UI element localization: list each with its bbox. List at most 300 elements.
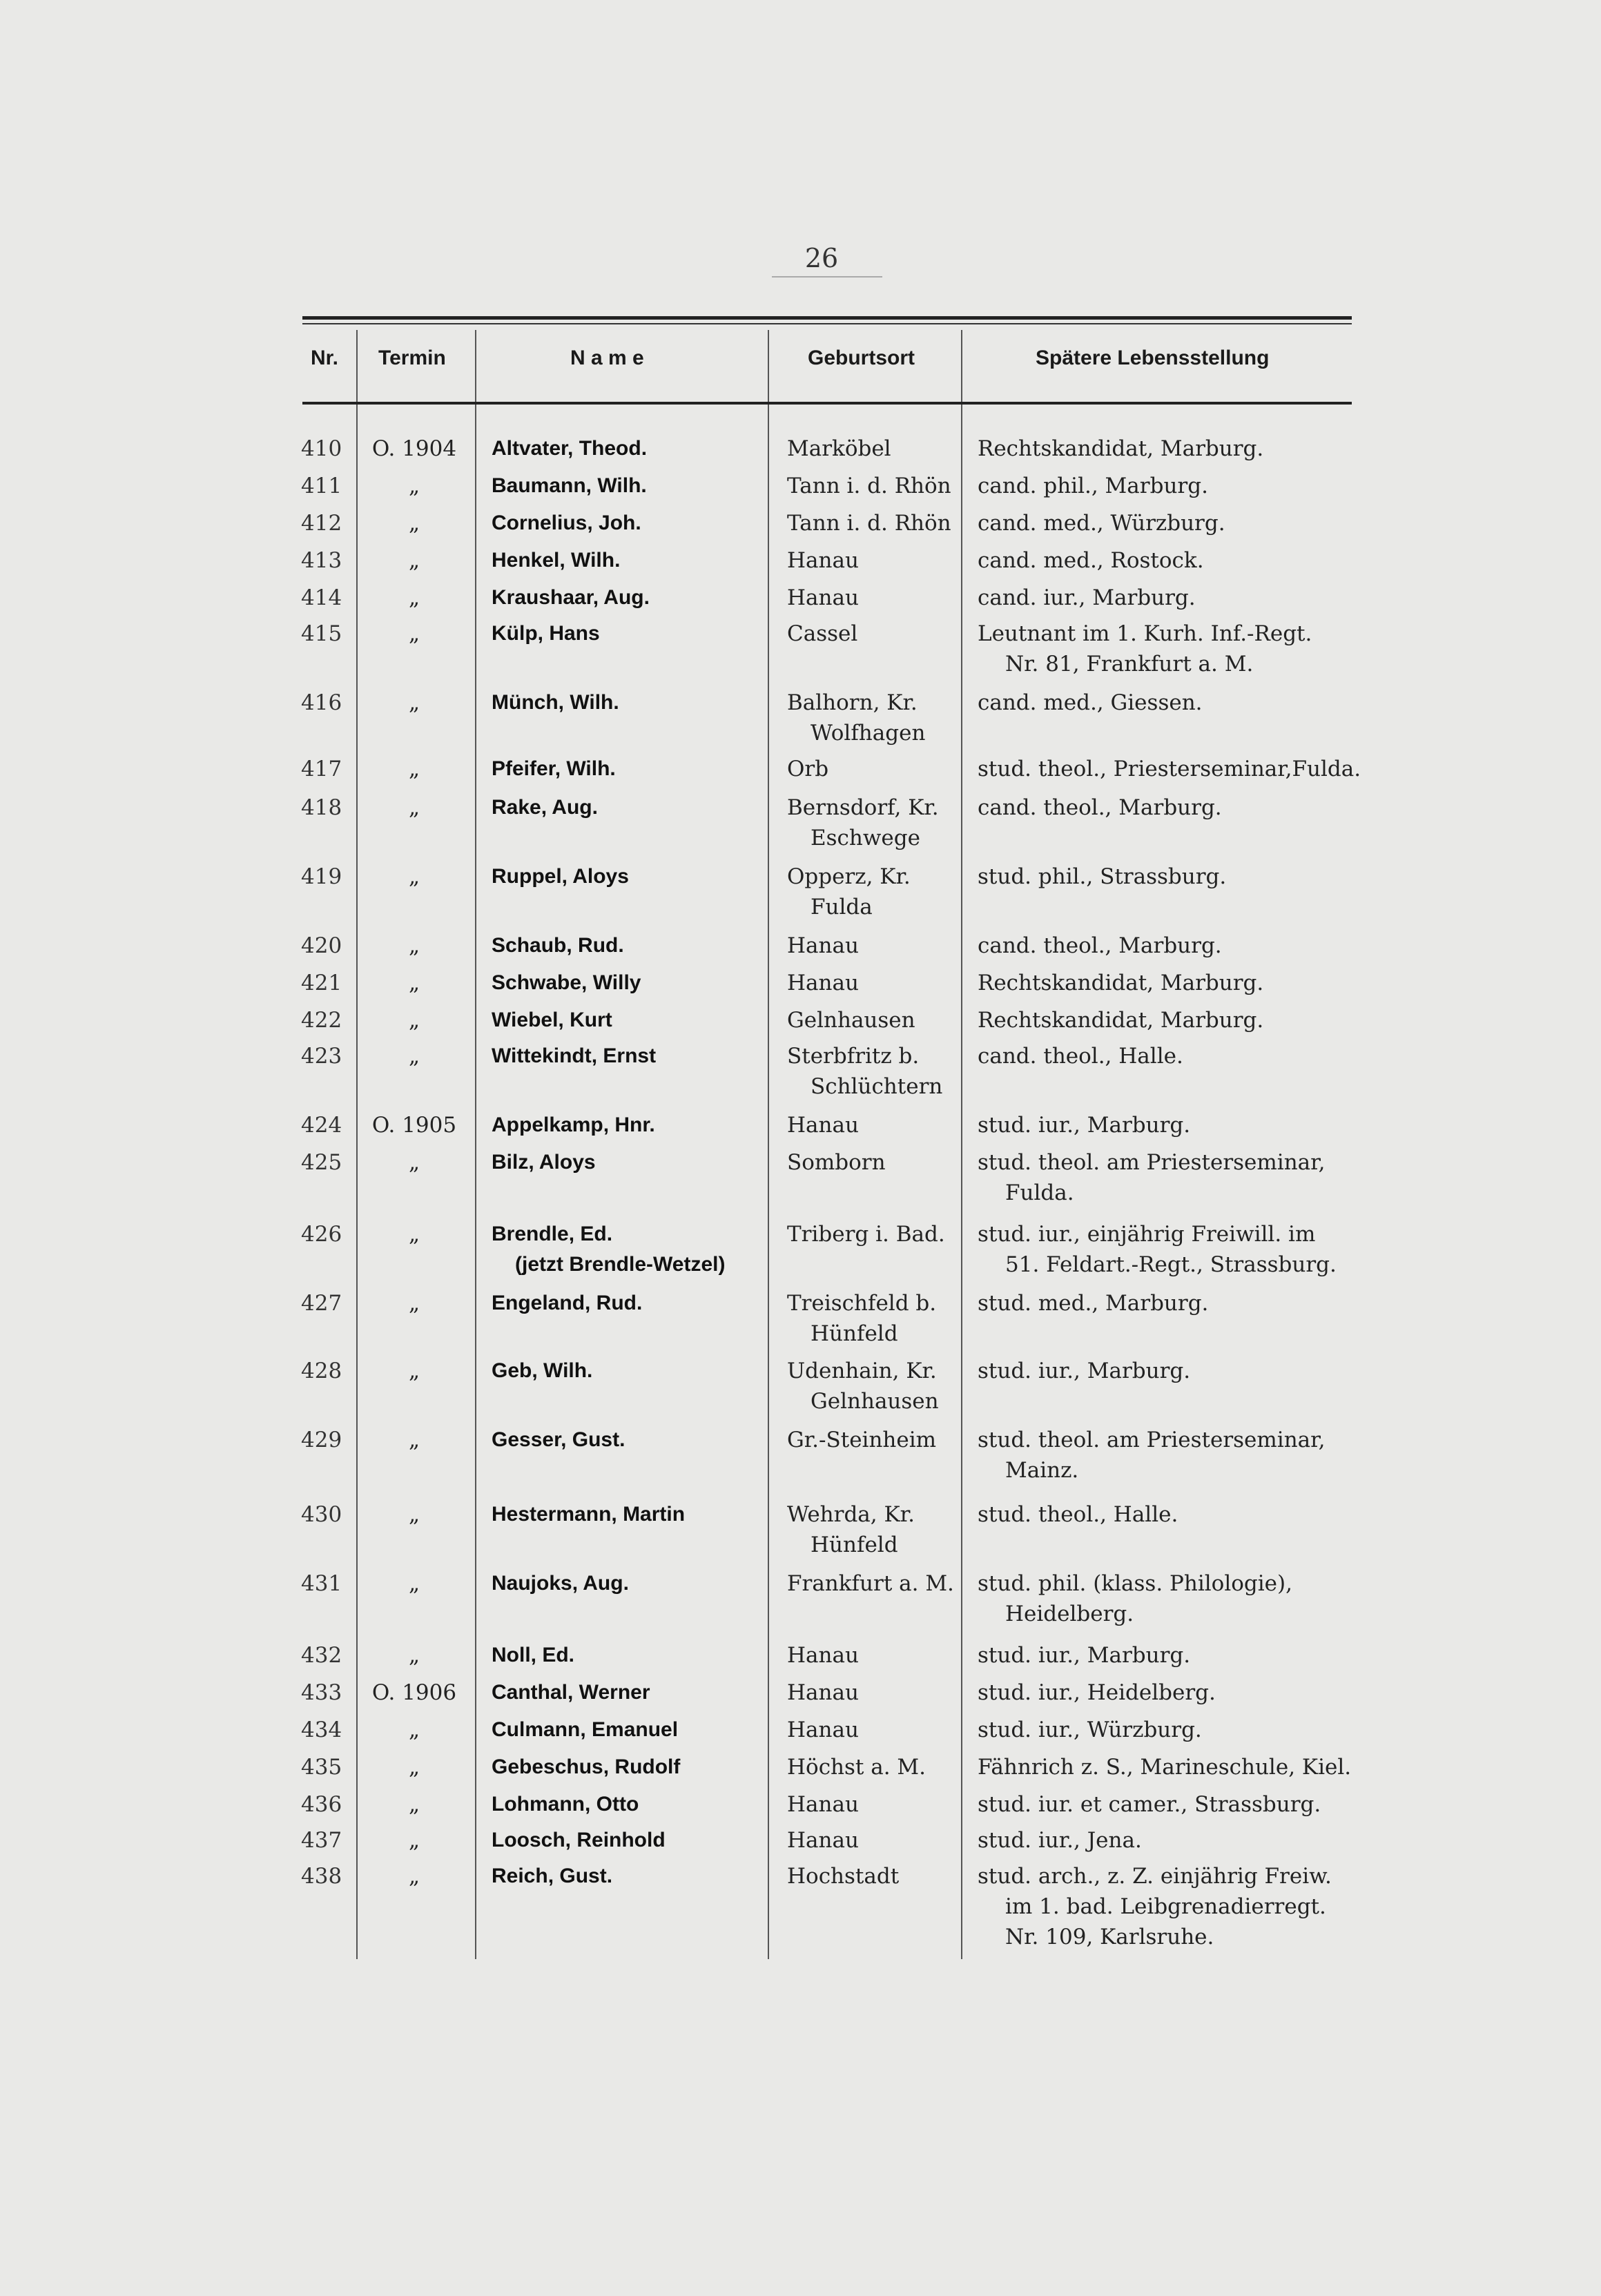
cell-geburtsort-line: Udenhain, Kr. bbox=[787, 1359, 937, 1383]
cell-termin-line: „ bbox=[408, 511, 420, 536]
cell-name-line: Brendle, Ed. bbox=[492, 1223, 613, 1245]
cell-nr-line: 417 bbox=[301, 757, 342, 781]
cell-nr bbox=[301, 1041, 341, 1071]
cell-termin bbox=[359, 1425, 469, 1455]
cell-termin bbox=[359, 619, 469, 649]
cell-termin-line: „ bbox=[408, 690, 420, 715]
cell-geburtsort-line: Hanau bbox=[787, 1680, 859, 1705]
header-nr: Nr. bbox=[311, 347, 339, 369]
cell-nr bbox=[301, 471, 341, 501]
cell-lebensstellung-line: stud. iur., Marburg. bbox=[978, 1643, 1191, 1668]
cell-lebensstellung-line: Mainz. bbox=[1005, 1458, 1079, 1483]
cell-name bbox=[492, 1825, 666, 1856]
cell-name-line: Lohmann, Otto bbox=[492, 1793, 639, 1816]
cell-nr-line: 431 bbox=[301, 1571, 342, 1596]
cell-lebensstellung-line: cand. theol., Marburg. bbox=[978, 795, 1222, 820]
cell-geburtsort bbox=[787, 1825, 953, 1856]
cell-geburtsort-line: Hanau bbox=[787, 1113, 859, 1138]
cell-lebensstellung bbox=[978, 688, 1354, 718]
cell-name bbox=[492, 862, 629, 892]
cell-lebensstellung-line: stud. theol., Priesterseminar,Fulda. bbox=[978, 757, 1361, 781]
cell-lebensstellung bbox=[978, 1041, 1354, 1071]
cell-lebensstellung-line: stud. theol., Halle. bbox=[978, 1502, 1178, 1527]
cell-name bbox=[492, 1356, 592, 1386]
header-name: N a m e bbox=[570, 347, 644, 369]
cell-lebensstellung bbox=[978, 545, 1354, 576]
cell-name-line: Gebeschus, Rudolf bbox=[492, 1755, 681, 1778]
cell-geburtsort bbox=[787, 1110, 953, 1140]
table-row bbox=[0, 1677, 1601, 1712]
cell-nr bbox=[301, 1147, 341, 1178]
cell-termin-line: „ bbox=[408, 1428, 420, 1452]
cell-lebensstellung-line: Rechtskandidat, Marburg. bbox=[978, 971, 1264, 995]
table-row bbox=[0, 1499, 1601, 1557]
cell-nr bbox=[301, 1677, 341, 1708]
header-termin: Termin bbox=[378, 347, 446, 369]
cell-lebensstellung-line: stud. phil., Strassburg. bbox=[978, 864, 1227, 889]
cell-geburtsort-line: Marköbel bbox=[787, 436, 891, 461]
cell-name-line: Henkel, Wilh. bbox=[492, 549, 621, 572]
cell-lebensstellung bbox=[978, 1356, 1354, 1386]
cell-name bbox=[492, 619, 600, 649]
cell-name-line: Geb, Wilh. bbox=[492, 1359, 593, 1382]
cell-lebensstellung-line: cand. med., Giessen. bbox=[978, 690, 1203, 715]
cell-termin-line: „ bbox=[408, 795, 420, 820]
cell-geburtsort bbox=[787, 1041, 953, 1102]
table-row bbox=[0, 619, 1601, 677]
cell-name bbox=[492, 545, 620, 576]
cell-geburtsort bbox=[787, 508, 953, 538]
cell-nr bbox=[301, 583, 341, 613]
cell-nr bbox=[301, 1288, 341, 1319]
cell-geburtsort-line: Opperz, Kr. bbox=[787, 864, 911, 889]
cell-geburtsort bbox=[787, 792, 953, 853]
cell-lebensstellung-line: Leutnant im 1. Kurh. Inf.-Regt. bbox=[978, 621, 1312, 646]
cell-lebensstellung-line: stud. iur., Marburg. bbox=[978, 1113, 1191, 1138]
cell-geburtsort bbox=[787, 931, 953, 961]
cell-name bbox=[492, 508, 641, 538]
cell-lebensstellung-line: stud. iur. et camer., Strassburg. bbox=[978, 1792, 1321, 1817]
cell-name-line: Cornelius, Joh. bbox=[492, 512, 641, 534]
cell-name bbox=[492, 931, 624, 961]
cell-name bbox=[492, 1499, 685, 1530]
cell-nr bbox=[301, 792, 341, 823]
table-row bbox=[0, 1568, 1601, 1626]
cell-nr bbox=[301, 968, 341, 998]
cell-lebensstellung bbox=[978, 1219, 1354, 1280]
cell-geburtsort-line: Sterbfritz b. bbox=[787, 1044, 920, 1069]
cell-nr bbox=[301, 434, 341, 464]
cell-nr bbox=[301, 1219, 341, 1249]
cell-nr-line: 437 bbox=[301, 1828, 342, 1853]
cell-name-line: Baumann, Wilh. bbox=[492, 474, 647, 497]
cell-geburtsort bbox=[787, 1861, 953, 1891]
cell-name-line: (jetzt Brendle-Wetzel) bbox=[515, 1253, 726, 1276]
cell-termin bbox=[359, 508, 469, 538]
cell-geburtsort bbox=[787, 545, 953, 576]
cell-lebensstellung bbox=[978, 1752, 1354, 1782]
cell-nr-line: 427 bbox=[301, 1291, 342, 1316]
cell-nr-line: 425 bbox=[301, 1150, 342, 1175]
cell-nr-line: 412 bbox=[301, 511, 342, 536]
cell-name bbox=[492, 1425, 625, 1455]
cell-geburtsort-line: Wehrda, Kr. bbox=[787, 1502, 915, 1527]
cell-geburtsort-line: Hanau bbox=[787, 1792, 859, 1817]
cell-geburtsort bbox=[787, 1499, 953, 1560]
cell-lebensstellung-line: cand. phil., Marburg. bbox=[978, 474, 1208, 498]
cell-geburtsort-line: Tann i. d. Rhön bbox=[787, 474, 951, 498]
cell-geburtsort-line: Hünfeld bbox=[811, 1321, 898, 1346]
cell-nr bbox=[301, 1752, 341, 1782]
cell-geburtsort bbox=[787, 968, 953, 998]
cell-geburtsort bbox=[787, 862, 953, 922]
cell-termin bbox=[359, 545, 469, 576]
cell-name bbox=[492, 1715, 678, 1745]
cell-lebensstellung bbox=[978, 1005, 1354, 1035]
table-row bbox=[0, 754, 1601, 788]
cell-geburtsort bbox=[787, 619, 953, 649]
cell-lebensstellung-line: Heidelberg. bbox=[1005, 1602, 1134, 1626]
cell-geburtsort-line: Orb bbox=[787, 757, 829, 781]
cell-nr bbox=[301, 1640, 341, 1671]
cell-name bbox=[492, 968, 641, 998]
cell-nr bbox=[301, 508, 341, 538]
cell-nr-line: 418 bbox=[301, 795, 342, 820]
table-top-rule-thin bbox=[302, 323, 1352, 324]
cell-geburtsort bbox=[787, 1789, 953, 1820]
cell-nr bbox=[301, 754, 341, 784]
cell-geburtsort bbox=[787, 1356, 953, 1417]
cell-name bbox=[492, 754, 616, 784]
cell-termin bbox=[359, 1640, 469, 1671]
cell-geburtsort bbox=[787, 1640, 953, 1671]
cell-geburtsort bbox=[787, 1005, 953, 1035]
cell-lebensstellung-line: stud. iur., Heidelberg. bbox=[978, 1680, 1216, 1705]
cell-name-line: Ruppel, Aloys bbox=[492, 865, 629, 888]
cell-nr-line: 430 bbox=[301, 1502, 342, 1527]
cell-termin bbox=[359, 968, 469, 998]
cell-lebensstellung-line: stud. med., Marburg. bbox=[978, 1291, 1209, 1316]
cell-name bbox=[492, 1568, 629, 1599]
cell-termin bbox=[359, 471, 469, 501]
cell-name-line: Kraushaar, Aug. bbox=[492, 586, 650, 609]
cell-name bbox=[492, 1861, 612, 1891]
cell-name bbox=[492, 1219, 725, 1280]
cell-termin bbox=[359, 1568, 469, 1599]
cell-lebensstellung-line: stud. phil. (klass. Philologie), bbox=[978, 1571, 1292, 1596]
cell-termin-line: „ bbox=[408, 933, 420, 958]
cell-lebensstellung bbox=[978, 862, 1354, 892]
cell-nr-line: 410 bbox=[301, 436, 342, 461]
cell-lebensstellung bbox=[978, 1288, 1354, 1319]
cell-lebensstellung-line: Fähnrich z. S., Marineschule, Kiel. bbox=[978, 1755, 1352, 1780]
cell-lebensstellung-line: stud. arch., z. Z. einjährig Freiw. bbox=[978, 1864, 1332, 1889]
cell-lebensstellung-line: im 1. bad. Leibgrenadierregt. bbox=[1005, 1894, 1326, 1919]
table-row bbox=[0, 1041, 1601, 1099]
cell-termin-line: „ bbox=[408, 1222, 420, 1247]
cell-name-line: Hestermann, Martin bbox=[492, 1503, 686, 1526]
cell-geburtsort-line: Eschwege bbox=[811, 826, 920, 850]
table-row bbox=[0, 1425, 1601, 1483]
cell-termin-line: „ bbox=[408, 1792, 420, 1817]
cell-termin bbox=[359, 1288, 469, 1319]
cell-name-line: Bilz, Aloys bbox=[492, 1151, 596, 1174]
cell-termin-line: „ bbox=[408, 864, 420, 889]
cell-nr bbox=[301, 862, 341, 892]
cell-name-line: Pfeifer, Wilh. bbox=[492, 757, 616, 780]
cell-termin bbox=[359, 1861, 469, 1891]
cell-name bbox=[492, 583, 650, 613]
cell-termin bbox=[359, 1110, 469, 1140]
cell-termin bbox=[359, 1356, 469, 1386]
cell-nr-line: 434 bbox=[301, 1718, 342, 1742]
table-row bbox=[0, 792, 1601, 850]
cell-lebensstellung bbox=[978, 1425, 1354, 1486]
cell-name bbox=[492, 1041, 656, 1071]
cell-name bbox=[492, 688, 619, 718]
cell-termin-line: „ bbox=[408, 585, 420, 610]
cell-nr-line: 411 bbox=[301, 474, 342, 498]
cell-termin bbox=[359, 862, 469, 892]
cell-geburtsort-line: Wolfhagen bbox=[811, 721, 926, 746]
cell-name-line: Külp, Hans bbox=[492, 622, 600, 645]
table-row bbox=[0, 1356, 1601, 1414]
table-row bbox=[0, 1825, 1601, 1860]
cell-lebensstellung bbox=[978, 1640, 1354, 1671]
cell-termin bbox=[359, 1825, 469, 1856]
page-number: 26 bbox=[804, 243, 839, 273]
cell-lebensstellung bbox=[978, 1715, 1354, 1745]
cell-nr-line: 420 bbox=[301, 933, 342, 958]
cell-nr bbox=[301, 1861, 341, 1891]
cell-lebensstellung bbox=[978, 754, 1361, 784]
table-row bbox=[0, 1752, 1601, 1787]
cell-name bbox=[492, 1640, 574, 1671]
cell-name bbox=[492, 1110, 655, 1140]
cell-lebensstellung bbox=[978, 1789, 1354, 1820]
table-row bbox=[0, 1005, 1601, 1040]
table-row bbox=[0, 1147, 1601, 1205]
cell-termin-line: „ bbox=[408, 1291, 420, 1316]
cell-geburtsort bbox=[787, 1147, 953, 1178]
cell-termin-line: „ bbox=[408, 1571, 420, 1596]
cell-geburtsort-line: Hanau bbox=[787, 585, 859, 610]
cell-lebensstellung-line: Nr. 109, Karlsruhe. bbox=[1005, 1925, 1214, 1949]
table-top-rule bbox=[302, 316, 1352, 320]
cell-nr bbox=[301, 1715, 341, 1745]
table-row bbox=[0, 688, 1601, 746]
cell-lebensstellung-line: cand. iur., Marburg. bbox=[978, 585, 1196, 610]
cell-nr-line: 426 bbox=[301, 1222, 342, 1247]
cell-nr-line: 415 bbox=[301, 621, 342, 646]
cell-geburtsort bbox=[787, 1288, 953, 1349]
cell-nr-line: 436 bbox=[301, 1792, 342, 1817]
cell-geburtsort-line: Schlüchtern bbox=[811, 1074, 943, 1099]
header-lebensstellung: Spätere Lebensstellung bbox=[1036, 347, 1270, 369]
cell-geburtsort-line: Balhorn, Kr. bbox=[787, 690, 918, 715]
cell-lebensstellung-line: Fulda. bbox=[1005, 1180, 1074, 1205]
cell-name-line: Rake, Aug. bbox=[492, 796, 598, 819]
cell-termin-line: „ bbox=[408, 1359, 420, 1383]
cell-nr-line: 414 bbox=[301, 585, 342, 610]
cell-geburtsort-line: Cassel bbox=[787, 621, 858, 646]
cell-name-line: Schwabe, Willy bbox=[492, 971, 641, 994]
cell-nr bbox=[301, 1356, 341, 1386]
cell-lebensstellung-line: stud. iur., Marburg. bbox=[978, 1359, 1191, 1383]
cell-nr-line: 424 bbox=[301, 1113, 342, 1138]
cell-lebensstellung bbox=[978, 1147, 1354, 1208]
cell-geburtsort-line: Bernsdorf, Kr. bbox=[787, 795, 939, 820]
cell-nr bbox=[301, 619, 341, 649]
cell-nr bbox=[301, 931, 341, 961]
cell-geburtsort-line: Triberg i. Bad. bbox=[787, 1222, 945, 1247]
cell-nr-line: 432 bbox=[301, 1643, 342, 1668]
table-row bbox=[0, 1219, 1601, 1277]
table-row bbox=[0, 1640, 1601, 1675]
cell-name bbox=[492, 792, 598, 823]
cell-termin bbox=[359, 792, 469, 823]
cell-lebensstellung-line: cand. theol., Marburg. bbox=[978, 933, 1222, 958]
cell-termin bbox=[359, 1041, 469, 1071]
cell-name-line: Culmann, Emanuel bbox=[492, 1718, 679, 1741]
table-row bbox=[0, 1715, 1601, 1749]
table-row bbox=[0, 583, 1601, 617]
table-row bbox=[0, 508, 1601, 543]
cell-geburtsort-line: Hanau bbox=[787, 548, 859, 573]
cell-lebensstellung bbox=[978, 583, 1354, 613]
cell-lebensstellung bbox=[978, 1568, 1354, 1629]
cell-nr bbox=[301, 1568, 341, 1599]
cell-name bbox=[492, 1752, 680, 1782]
cell-geburtsort bbox=[787, 1425, 953, 1455]
cell-geburtsort-line: Hanau bbox=[787, 1643, 859, 1668]
cell-nr bbox=[301, 1825, 341, 1856]
cell-name-line: Wiebel, Kurt bbox=[492, 1009, 612, 1031]
cell-termin-line: „ bbox=[408, 1150, 420, 1175]
cell-nr-line: 429 bbox=[301, 1428, 342, 1452]
cell-lebensstellung bbox=[978, 792, 1354, 823]
cell-nr-line: 428 bbox=[301, 1359, 342, 1383]
cell-termin bbox=[359, 931, 469, 961]
cell-name-line: Schaub, Rud. bbox=[492, 934, 624, 957]
cell-termin-line: O. 1905 bbox=[371, 1113, 457, 1138]
cell-lebensstellung-line: stud. theol. am Priesterseminar, bbox=[978, 1150, 1326, 1175]
cell-termin bbox=[359, 1219, 469, 1249]
cell-termin-line: „ bbox=[408, 757, 420, 781]
page-number-rule bbox=[772, 276, 882, 278]
cell-nr bbox=[301, 1110, 341, 1140]
cell-name bbox=[492, 1789, 639, 1820]
cell-termin-line: „ bbox=[408, 548, 420, 573]
cell-termin-line: „ bbox=[408, 1755, 420, 1780]
cell-lebensstellung-line: cand. med., Würzburg. bbox=[978, 511, 1225, 536]
table-row bbox=[0, 1288, 1601, 1346]
cell-geburtsort-line: Gelnhausen bbox=[811, 1389, 939, 1414]
table-row bbox=[0, 1861, 1601, 1949]
cell-name-line: Wittekindt, Ernst bbox=[492, 1044, 657, 1067]
cell-termin bbox=[359, 1677, 469, 1708]
cell-nr-line: 422 bbox=[301, 1008, 342, 1033]
cell-name-line: Noll, Ed. bbox=[492, 1644, 574, 1666]
cell-lebensstellung-line: stud. iur., einjährig Freiwill. im bbox=[978, 1222, 1316, 1247]
cell-lebensstellung bbox=[978, 508, 1354, 538]
cell-name bbox=[492, 1677, 650, 1708]
cell-geburtsort bbox=[787, 471, 953, 501]
cell-geburtsort-line: Somborn bbox=[787, 1150, 886, 1175]
cell-name-line: Loosch, Reinhold bbox=[492, 1829, 666, 1851]
cell-geburtsort bbox=[787, 1568, 953, 1599]
cell-lebensstellung-line: cand. med., Rostock. bbox=[978, 548, 1204, 573]
cell-lebensstellung bbox=[978, 619, 1354, 679]
table-row bbox=[0, 545, 1601, 580]
cell-termin-line: O. 1906 bbox=[371, 1680, 457, 1705]
table-row bbox=[0, 931, 1601, 965]
cell-nr-line: 435 bbox=[301, 1755, 342, 1780]
cell-geburtsort bbox=[787, 1752, 953, 1782]
cell-nr-line: 438 bbox=[301, 1864, 342, 1889]
cell-name-line: Altvater, Theod. bbox=[492, 437, 648, 460]
cell-lebensstellung bbox=[978, 931, 1354, 961]
cell-nr-line: 419 bbox=[301, 864, 342, 889]
cell-termin-line: „ bbox=[408, 621, 420, 646]
cell-nr bbox=[301, 688, 341, 718]
cell-termin bbox=[359, 1752, 469, 1782]
cell-nr-line: 421 bbox=[301, 971, 342, 995]
cell-nr bbox=[301, 545, 341, 576]
cell-termin-line: „ bbox=[408, 1864, 420, 1889]
cell-termin-line: „ bbox=[408, 971, 420, 995]
header-geburtsort: Geburtsort bbox=[808, 347, 915, 369]
cell-geburtsort-line: Hanau bbox=[787, 933, 859, 958]
cell-termin bbox=[359, 1789, 469, 1820]
cell-termin-line: „ bbox=[408, 1044, 420, 1069]
cell-nr-line: 416 bbox=[301, 690, 342, 715]
cell-geburtsort-line: Gelnhausen bbox=[787, 1008, 915, 1033]
table-row bbox=[0, 862, 1601, 920]
cell-geburtsort-line: Hanau bbox=[787, 1828, 859, 1853]
table-row bbox=[0, 1789, 1601, 1824]
cell-lebensstellung bbox=[978, 1861, 1354, 1952]
cell-termin-line: „ bbox=[408, 1718, 420, 1742]
cell-termin bbox=[359, 1147, 469, 1178]
table-row bbox=[0, 434, 1601, 468]
cell-geburtsort bbox=[787, 1219, 953, 1249]
table-row bbox=[0, 968, 1601, 1002]
cell-termin bbox=[359, 434, 469, 464]
cell-termin bbox=[359, 1715, 469, 1745]
cell-name bbox=[492, 1005, 612, 1035]
cell-geburtsort-line: Treischfeld b. bbox=[787, 1291, 937, 1316]
cell-lebensstellung bbox=[978, 1825, 1354, 1856]
cell-termin bbox=[359, 1499, 469, 1530]
cell-lebensstellung-line: Rechtskandidat, Marburg. bbox=[978, 1008, 1264, 1033]
cell-geburtsort-line: Hochstadt bbox=[787, 1864, 900, 1889]
cell-termin-line: „ bbox=[408, 1828, 420, 1853]
cell-termin-line: „ bbox=[408, 1008, 420, 1033]
cell-nr bbox=[301, 1789, 341, 1820]
cell-termin bbox=[359, 583, 469, 613]
cell-name-line: Naujoks, Aug. bbox=[492, 1572, 629, 1595]
cell-nr bbox=[301, 1005, 341, 1035]
cell-lebensstellung-line: Nr. 81, Frankfurt a. M. bbox=[1005, 652, 1254, 677]
cell-lebensstellung-line: stud. iur., Würzburg. bbox=[978, 1718, 1202, 1742]
cell-termin-line: „ bbox=[408, 1502, 420, 1527]
cell-name-line: Appelkamp, Hnr. bbox=[492, 1113, 655, 1136]
table-row bbox=[0, 1110, 1601, 1145]
cell-name-line: Gesser, Gust. bbox=[492, 1428, 625, 1451]
cell-lebensstellung bbox=[978, 968, 1354, 998]
cell-name bbox=[492, 434, 647, 464]
